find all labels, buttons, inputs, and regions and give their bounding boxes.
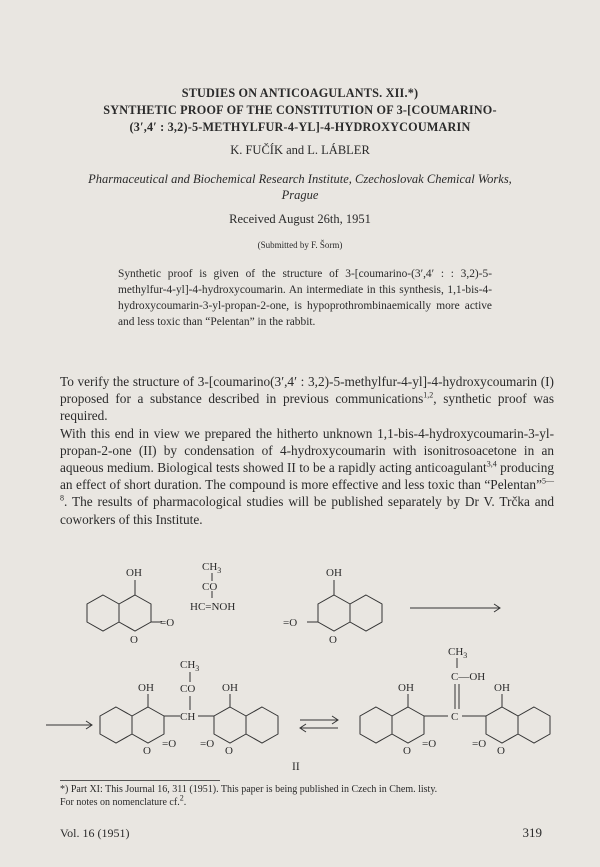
ch3-label-reagent: $CH_3$ [202, 561, 222, 575]
carbonyl-oxygen-p-right: =O [200, 738, 215, 750]
paragraph-2-text-c: . The results of pharmacological studies will be published separately by Dr V. Trčka and coworkers of this Institute. [60, 494, 554, 527]
abstract: Synthetic proof is given of the structure of 3-[coumarino-(3′,4′ : : 3,2)-5-methylfur-4-yl]-4-hydroxycoumarin. An intermediate in this synthesis, 1,1-bis-4-hydroxycoumarin-3-yl-propan-2-one, is hypoprothrombinaemically more active and less toxic than “Pelentan” in the rabbit. [118, 268, 492, 328]
co-label-reagent: CO [202, 581, 218, 593]
ch3-label-enol: $CH_3$ [448, 646, 468, 660]
received-date: Received August 26th, 1951 [229, 212, 371, 226]
page-number: 319 [522, 825, 542, 840]
carbonyl-oxygen-e-left: =O [422, 738, 437, 750]
paragraph-1-end: , synthetic proof was required. [60, 391, 554, 424]
body-text [60, 373, 554, 528]
affiliation-line-1: Pharmaceutical and Biochemical Research Institute, Czechoslovak Chemical Works, [88, 172, 512, 186]
compound-label-ii: II [292, 761, 300, 773]
c-label-enol: C [451, 711, 459, 723]
paragraph-1-text: To verify the structure of 3-[coumarino(3′,4′ : 3,2)-5-methylfur-4-yl]-4-hydroxycoumarin (I) proposed for a substance described in previous communications [60, 374, 554, 407]
c-oh-label-enol: C—OH [451, 671, 486, 683]
oh-label-r1: OH [126, 567, 142, 579]
co-label-product: CO [180, 683, 196, 695]
article-title-line-3: (3′,4′ : 3,2)-5-METHYLFUR-4-YL]-4-HYDROXYCOUMARIN [129, 120, 471, 134]
carbonyl-oxygen-p-left: =O [162, 738, 177, 750]
ring-oxygen-p-left: O [143, 745, 151, 757]
paragraph-1 [60, 373, 554, 425]
volume-label: Vol. 16 (1951) [60, 826, 130, 840]
citation-1-2: 1,2 [423, 390, 434, 400]
ring-oxygen-e-right: O [497, 745, 505, 757]
paragraph-2 [60, 425, 554, 528]
carbonyl-oxygen-r1: =O [160, 617, 175, 629]
oh-label-e-right: OH [494, 682, 510, 694]
ring-oxygen-r1: O [130, 634, 138, 646]
oh-label-p-right: OH [222, 682, 238, 694]
paragraph-2-text-b: producing an effect of short duration. The compound is more effective and less toxic than “Pelentan” [60, 460, 554, 493]
reaction-scheme [0, 558, 600, 773]
footnote [60, 784, 560, 809]
submitted-by: (Submitted by F. Šorm) [257, 240, 343, 250]
paragraph-2-text-a: With this end in view we prepared the hitherto unknown 1,1-bis-4-hydroxycoumarin-3-yl-propan-2-one (II) by condensation of 4-hydroxycoumarin with isonitrosoacetone in an aqueous medium. Biological tests showed II to be a rapidly acting anticoagulant [60, 425, 554, 476]
oh-label-r2: OH [326, 567, 342, 579]
footnote-line-2: For notes on nomenclature cf.$^2$. [60, 793, 187, 808]
ring-oxygen-p-right: O [225, 745, 233, 757]
oh-label-e-left: OH [398, 682, 414, 694]
article-title-line-2: SYNTHETIC PROOF OF THE CONSTITUTION OF 3-[COUMARINO- [103, 103, 497, 117]
carbonyl-oxygen-e-right: =O [472, 738, 487, 750]
authors: K. FUČÍK and L. LÁBLER [230, 143, 370, 157]
affiliation-line-2: Prague [281, 188, 319, 202]
footnote-divider [60, 780, 220, 781]
ring-oxygen-r2: O [329, 634, 337, 646]
ring-oxygen-e-left: O [403, 745, 411, 757]
citation-5-8: 5—8 [60, 476, 554, 503]
carbonyl-oxygen-r2: =O [283, 617, 298, 629]
ch-label-product: CH [180, 711, 196, 723]
oh-label-p-left: OH [138, 682, 154, 694]
article-title-line-1: STUDIES ON ANTICOAGULANTS. XII.*) [181, 86, 419, 100]
footnote-line-1: *) Part XI: This Journal 16, 311 (1951). This paper is being published in Czech in Chem. listy. [60, 784, 438, 795]
hc-noh-label: HC=NOH [190, 601, 236, 613]
ch3-label-product: $CH_3$ [180, 659, 200, 673]
citation-3-4: 3,4 [486, 459, 497, 469]
